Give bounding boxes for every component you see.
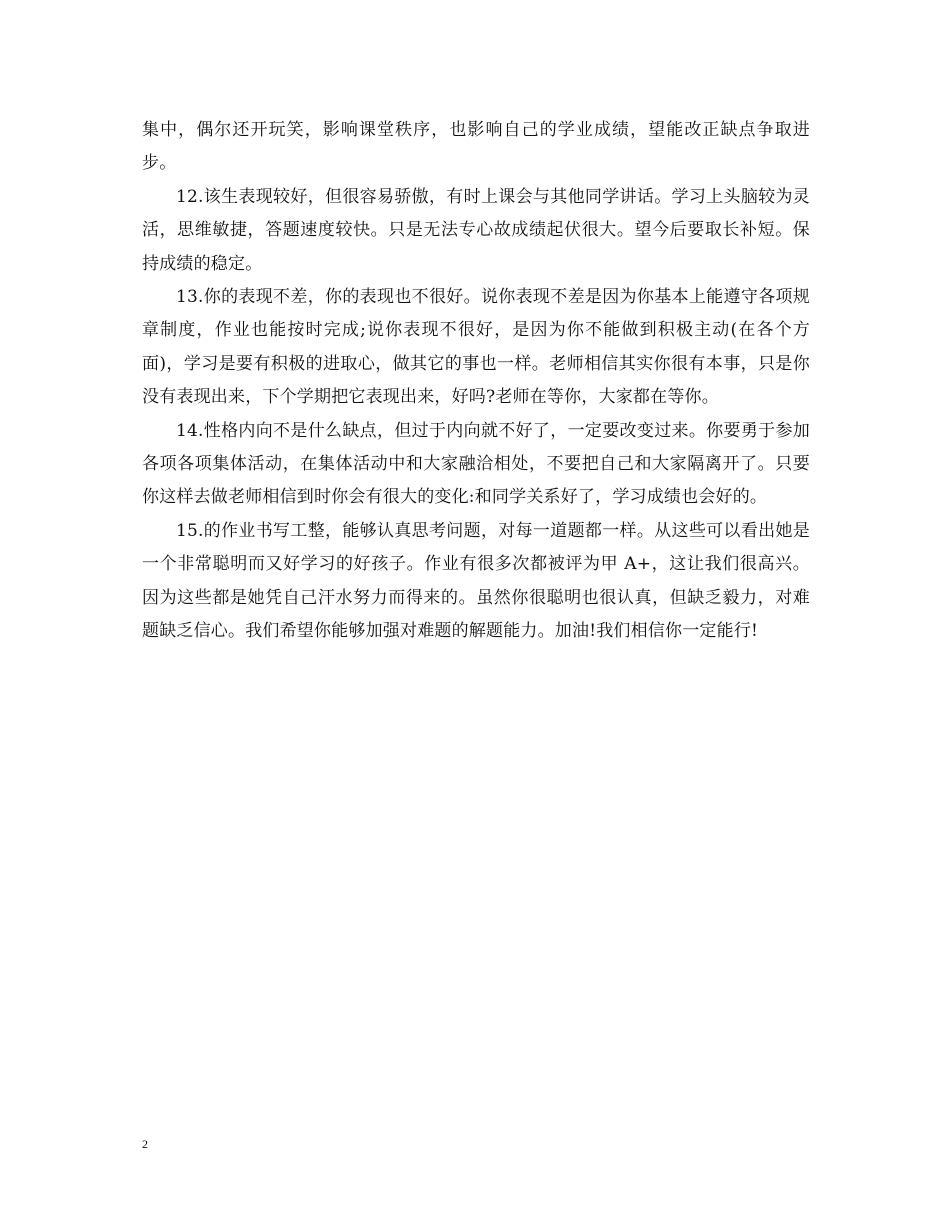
paragraph-item-12: 12.该生表现较好，但很容易骄傲，有时上课会与其他同学讲话。学习上头脑较为灵活，思维敏捷，答题速度较快。只是无法专心故成绩起伏很大。望今后要取长补短。保持成绩的稳定。 xyxy=(142,186,810,274)
paragraph-item-14: 14.性格内向不是什么缺点，但过于内向就不好了，一定要改变过来。你要勇于参加各项各项集体活动，在集体活动中和大家融洽相处，不要把自己和大家隔离开了。只要你这样去做老师相信到时你会有很大的变化:和同学关系好了，学习成绩也会好的。 xyxy=(142,420,810,508)
paragraph-continuation: 集中，偶尔还开玩笑，影响课堂秩序，也影响自己的学业成绩，望能改正缺点争取进步。 xyxy=(142,120,810,174)
paragraph-item-13: 13.你的表现不差，你的表现也不很好。说你表现不差是因为你基本上能遵守各项规章制度，作业也能按时完成;说你表现不很好，是因为你不能做到积极主动(在各个方面)，学习是要有积极的进取心，做其它的事也一样。老师相信其实你很有本事，只是你没有表现出来，下个学期把它表现出来，好吗?老师在等你，大家都在等你。 xyxy=(142,287,810,408)
page-number: 2 xyxy=(142,1137,148,1151)
paragraph-item-15: 15.的作业书写工整，能够认真思考问题，对每一道题都一样。从这些可以看出她是一个非常聪明而又好学习的好孩子。作业有很多次都被评为甲 A+，这让我们很高兴。因为这些都是她凭自己汗水努力而得来的。虽然你很聪明也很认真，但缺乏毅力，对难题缺乏信心。我们希望你能够加强对难题的解题能力。加油!我们相信你一定能行! xyxy=(142,520,810,642)
document-body xyxy=(142,114,810,649)
